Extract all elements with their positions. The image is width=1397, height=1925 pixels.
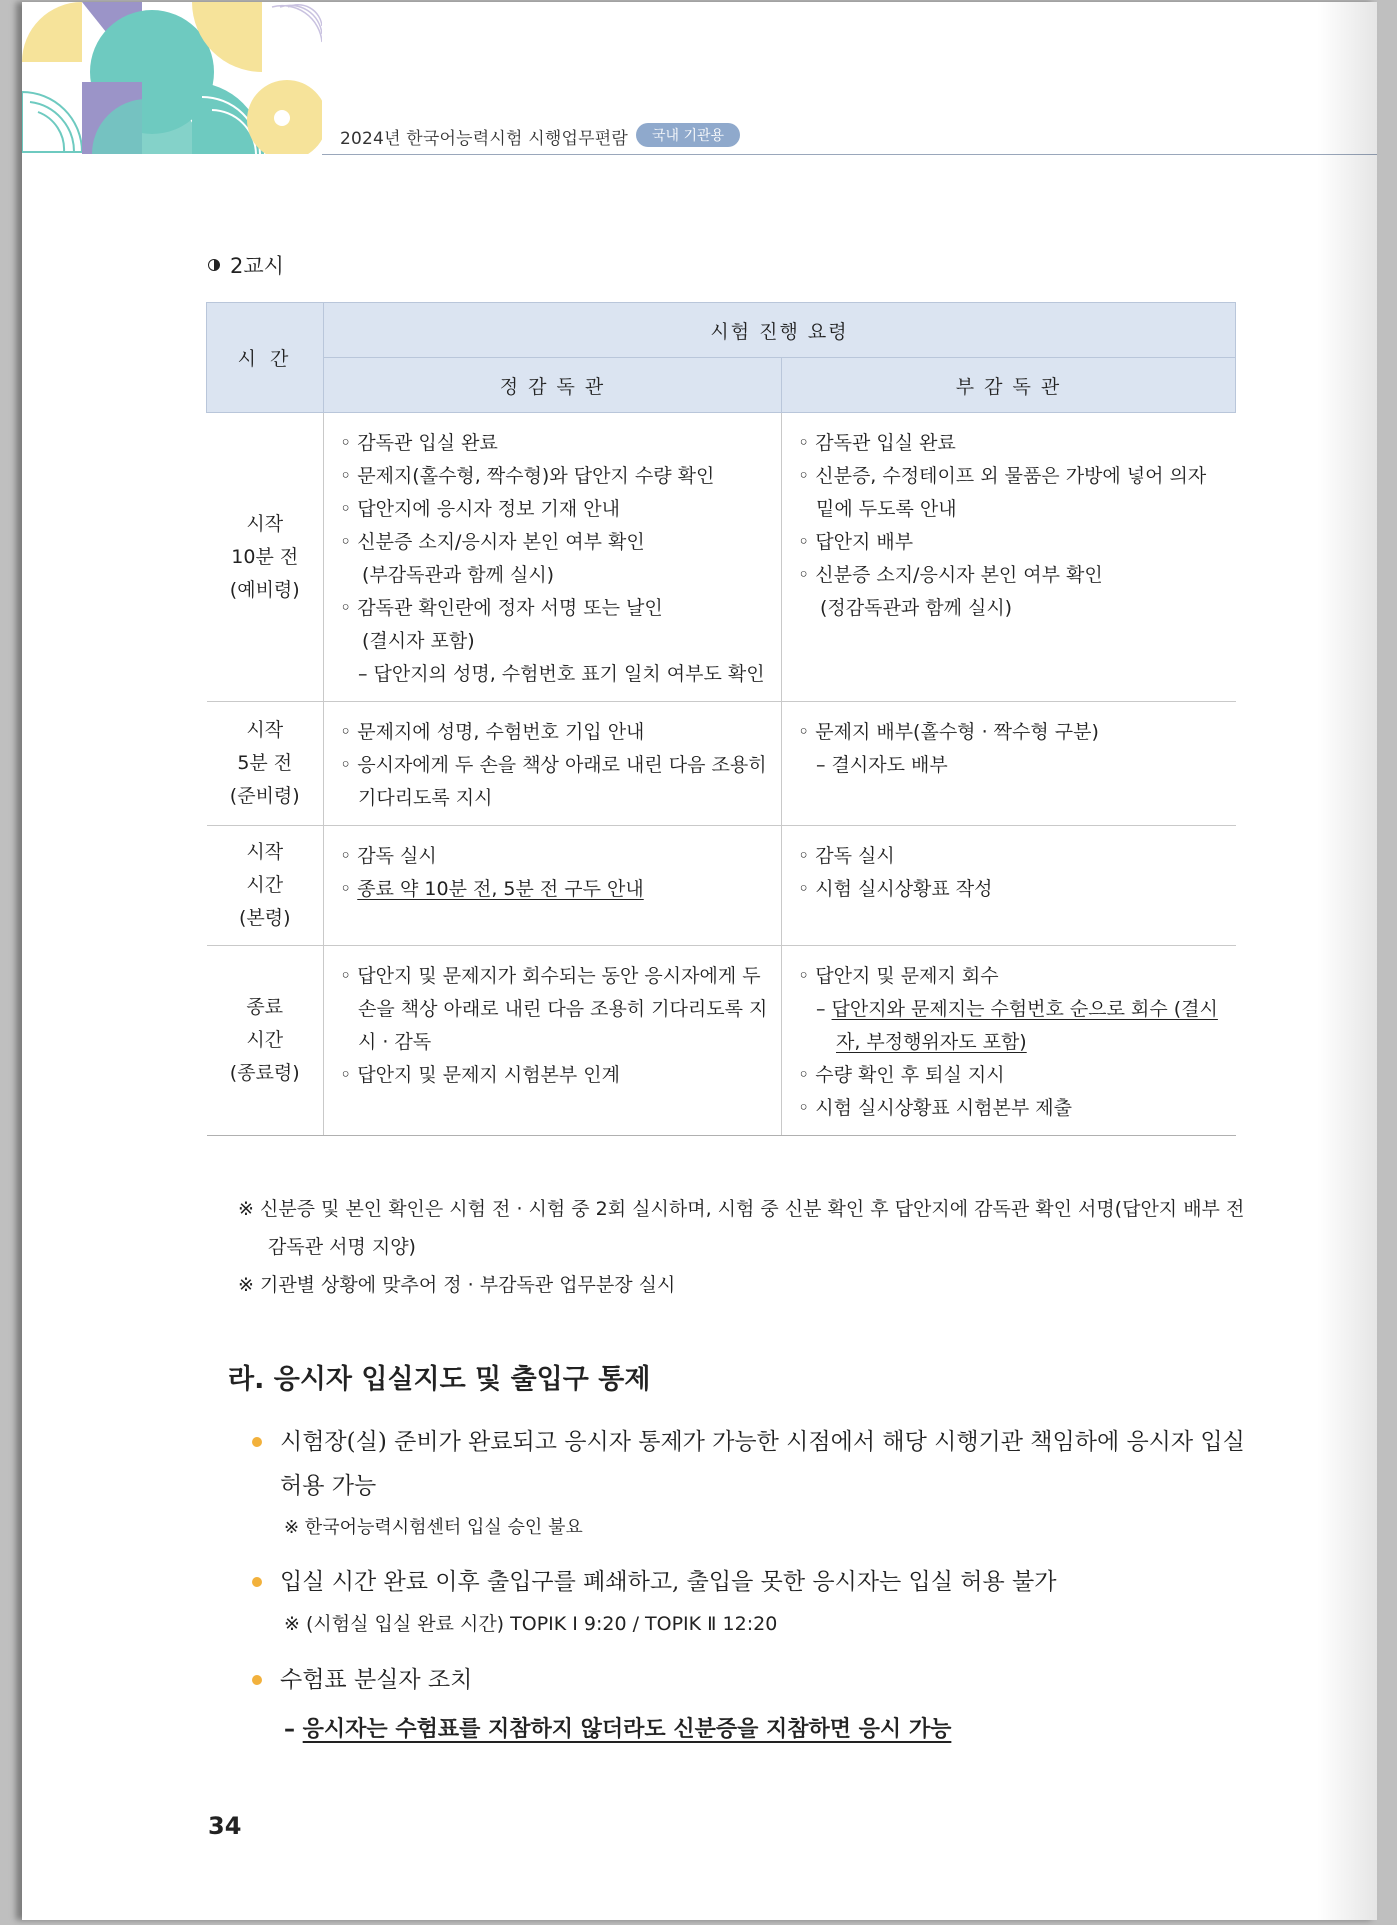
- col-time-header: 시 간: [207, 303, 324, 413]
- table-row: [207, 702, 1236, 826]
- main-proctor-cell: [324, 413, 782, 702]
- sub-proctor-cell: [782, 946, 1236, 1136]
- table-notes: [238, 1190, 1248, 1304]
- bullet-note: ※ 한국어능력시험센터 입실 승인 불요: [284, 1517, 583, 1538]
- time-cell: [207, 413, 324, 702]
- main-proctor-cell: [324, 946, 782, 1136]
- bullet-dot-icon: [252, 1437, 262, 1447]
- bullet-sub-item: – 응시자는 수험표를 지참하지 않더라도 신분증을 지참하면 응시 가능: [284, 1717, 952, 1742]
- bullet-sub-text: 응시자는 수험표를 지참하지 않더라도 신분증을 지참하면 응시 가능: [302, 1717, 952, 1742]
- time-cell: [207, 826, 324, 946]
- cell-bullet: ◦ 답안지 및 문제지가 회수되는 동안 응시자에게 두 손을 책상 아래로 내린 다음 조용히 기다리도록 지시 · 감독: [340, 960, 769, 1059]
- note-item: ※ 신분증 및 본인 확인은 시험 전 · 시험 중 2회 실시하며, 시험 중 신분 확인 후 답안지에 감독관 확인 서명(답안지 배부 전 감독관 서명 지양): [238, 1198, 1245, 1258]
- col-sub-proctor-header: 부 감 독 관: [782, 358, 1236, 413]
- table-row: [207, 413, 1236, 702]
- cell-bullet: ◦ 신분증 소지/응시자 본인 여부 확인: [798, 559, 1224, 592]
- cell-bullet: ◦ 감독관 입실 완료: [340, 427, 769, 460]
- cell-continuation: (부감독관과 함께 실시): [362, 564, 555, 586]
- main-proctor-cell: [324, 702, 782, 826]
- section-label: [208, 250, 284, 280]
- bullet-dot-icon: [252, 1675, 262, 1685]
- bullet-text: 수험표 분실자 조치: [280, 1667, 473, 1693]
- sub-proctor-cell: [782, 826, 1236, 946]
- underlined-text: 종료 약 10분 전, 5분 전 구두 안내: [357, 878, 644, 900]
- cell-dash-item-underlined: [798, 993, 1224, 1059]
- cell-bullet: ◦ 감독관 확인란에 정자 서명 또는 날인: [340, 592, 769, 625]
- cell-bullet: ◦ 답안지에 응시자 정보 기재 안내: [340, 493, 769, 526]
- time-line: 종료: [246, 996, 284, 1018]
- time-line: (예비령): [229, 578, 300, 601]
- time-line: 시작: [246, 512, 284, 535]
- header-badge: 국내 기관용: [636, 123, 740, 147]
- cell-dash-item: – 결시자도 배부: [798, 749, 1224, 782]
- header-decoration-graphic: [22, 2, 322, 154]
- table-row: [207, 826, 1236, 946]
- cell-continuation: (결시자 포함): [362, 630, 475, 652]
- cell-bullet: ◦ 시험 실시상황표 작성: [798, 873, 1224, 906]
- time-line: 시간: [246, 874, 284, 896]
- page-number: 34: [208, 1812, 242, 1840]
- cell-bullet: ◦ 신분증 소지/응시자 본인 여부 확인: [340, 526, 769, 559]
- col-group-header: 시험 진행 요령: [324, 303, 1236, 358]
- bullet-dot-icon: [252, 1577, 262, 1587]
- cell-bullet: ◦ 답안지 및 문제지 시험본부 인계: [340, 1059, 769, 1092]
- col-main-proctor-header: 정 감 독 관: [324, 358, 782, 413]
- page-edge-shadow: [1317, 2, 1377, 1920]
- cell-bullet: ◦ 감독관 입실 완료: [798, 427, 1224, 460]
- table-row: [207, 946, 1236, 1136]
- cell-bullet: ◦ 응시자에게 두 손을 책상 아래로 내린 다음 조용히 기다리도록 지시: [340, 749, 769, 815]
- time-cell: [207, 702, 324, 826]
- bullet-list: [250, 1420, 1250, 1752]
- underlined-text: 답안지와 문제지는 수험번호 순으로 회수 (결시자, 부정행위자도 포함): [831, 998, 1218, 1053]
- section-title: 라. 응시자 입실지도 및 출입구 통제: [228, 1364, 651, 1395]
- cell-bullet: ◦ 감독 실시: [340, 840, 769, 873]
- bullet-item: [250, 1420, 1250, 1508]
- half-circle-icon: [208, 259, 220, 271]
- cell-continuation: (정감독관과 함께 실시): [820, 597, 1013, 619]
- time-line: (준비령): [229, 785, 300, 807]
- cell-bullet: ◦ 감독 실시: [798, 840, 1224, 873]
- header-title: 2024년 한국어능력시험 시행업무편람: [340, 129, 628, 149]
- time-line: 10분 전: [231, 545, 299, 568]
- bullet-item: [250, 1560, 1250, 1604]
- cell-bullet-underlined: [340, 873, 769, 906]
- header-divider: [322, 154, 1377, 155]
- time-cell: [207, 946, 324, 1136]
- note-item: ※ 기관별 상황에 맞추어 정 · 부감독관 업무분장 실시: [238, 1274, 676, 1296]
- main-proctor-cell: [324, 826, 782, 946]
- time-line: 5분 전: [237, 752, 293, 774]
- cell-bullet: ◦ 시험 실시상황표 시험본부 제출: [798, 1092, 1224, 1125]
- time-line: 시작: [246, 719, 284, 741]
- sub-proctor-cell: [782, 702, 1236, 826]
- time-line: (종료령): [229, 1062, 300, 1084]
- time-line: 시작: [246, 841, 284, 863]
- bullet-text: 시험장(실) 준비가 완료되고 응시자 통제가 가능한 시점에서 해당 시행기관 책임하에 응시자 입실 허용 가능: [280, 1429, 1245, 1499]
- bullet-text: 입실 시간 완료 이후 출입구를 폐쇄하고, 출입을 못한 응시자는 입실 허용 불가: [280, 1569, 1057, 1595]
- cell-bullet: ◦ 문제지(홀수형, 짝수형)와 답안지 수량 확인: [340, 460, 769, 493]
- cell-bullet: ◦ 답안지 배부: [798, 526, 1224, 559]
- proctor-procedure-table: [206, 302, 1236, 1136]
- section-label-text: 2교시: [230, 254, 284, 278]
- time-line: (본령): [238, 907, 291, 929]
- cell-bullet: ◦ 문제지 배부(홀수형 · 짝수형 구분): [798, 716, 1224, 749]
- cell-dash-item: – 답안지의 성명, 수험번호 표기 일치 여부도 확인: [340, 658, 769, 691]
- bullet-item: [250, 1658, 1250, 1702]
- cell-bullet: ◦ 신분증, 수정테이프 외 물품은 가방에 넣어 의자 밑에 두도록 안내: [798, 460, 1224, 526]
- cell-bullet: ◦ 문제지에 성명, 수험번호 기입 안내: [340, 716, 769, 749]
- bullet-note: ※ (시험실 입실 완료 시간) TOPIK Ⅰ 9:20 / TOPIK Ⅱ 12:20: [284, 1613, 778, 1635]
- cell-bullet: ◦ 답안지 및 문제지 회수: [798, 960, 1224, 993]
- cell-bullet: ◦ 수량 확인 후 퇴실 지시: [798, 1059, 1224, 1092]
- time-line: 시간: [246, 1029, 284, 1051]
- document-page: [22, 2, 1377, 1920]
- sub-proctor-cell: [782, 413, 1236, 702]
